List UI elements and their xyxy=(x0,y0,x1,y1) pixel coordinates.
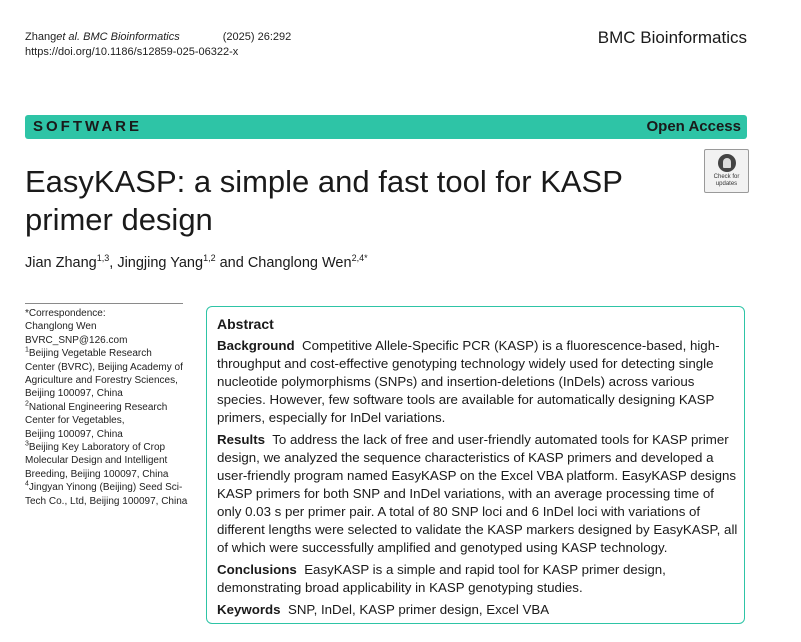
journal-name: BMC Bioinformatics xyxy=(597,28,747,47)
abstract-results: Results To address the lack of free and user-friendly automated tools for KASP primer design, we analyzed the sequence characteristics of KASP primers and developed a user-friendly program named EasyKASP on the Excel VBA platform. EasyKASP designs KASP primers for both SNP and InDel variations, with an average processing time of only 0.03 s per primer pair. A total of 80 SNP loci and 6 InDel loci with variations of different lengths were selected to validate the KASP markers designed by EasyKASP, all of which were successfully amplified and genotyped using KASP technology. xyxy=(217,432,738,555)
abstract-background: Background Competitive Allele-Specific PCR (KASP) is a fluorescence-based, high-throughput and cost-effective genotyping technology widely used for detecting single nucleotide polymorphisms (SNPs) and insertion-deletions (InDels) across various species. However, few software tools are available for automatically designing KASP primers, especially for InDel variations. xyxy=(217,338,720,425)
abstract-heading: Abstract xyxy=(217,316,274,332)
author-list: Jian Zhang$^{1,3}$, Jingjing Yang$^{1,2}$ and Changlong Wen$^{2,4*}$ xyxy=(25,253,368,271)
citation-author: Zhanget al. BMC Bioinformatics xyxy=(25,31,180,43)
check-for-updates-badge[interactable]: Check for updates xyxy=(704,149,749,193)
article-type-banner xyxy=(25,115,747,139)
abstract-box xyxy=(206,306,745,624)
citation-year-volume: (2025) 26:292 xyxy=(222,31,292,43)
doi-link[interactable]: https://doi.org/10.1186/s12859-025-06322-x xyxy=(25,46,239,58)
correspondence-sidebar: *Correspondence: Changlong Wen BVRC_SNP@126.com $^1$Beijing Vegetable Research Center (BVRC), Beijing Academy of Agriculture and Forestry Sciences, Beijing 100097, China $^2$National Engineering Research Center for Vegetables, Beijing 100097, China $^3$Beijing Key Laboratory of Crop Molecular Design and Intelligent Breeding, Beijing 100097, China $^4$Jingyan Yinong (Beijing) Seed Sci- Tech Co., Ltd, Beijing 100097, China xyxy=(25,307,200,508)
bookmark-icon xyxy=(718,154,736,172)
paper-title: EasyKASP: a simple and fast tool for KASP primer design xyxy=(25,164,623,237)
sidebar-divider xyxy=(25,303,183,304)
citation-block xyxy=(25,30,291,60)
open-access-label: Open Access xyxy=(646,118,741,135)
abstract-keywords: Keywords SNP, InDel, KASP primer design, Excel VBA xyxy=(217,602,550,617)
email-link[interactable]: BVRC_SNP@126.com xyxy=(25,334,128,346)
article-type: SOFTWARE xyxy=(33,118,142,135)
abstract-conclusions: Conclusions EasyKASP is a simple and rapid tool for KASP primer design, demonstrating broad applicability in KASP genotyping studies. xyxy=(217,562,666,595)
